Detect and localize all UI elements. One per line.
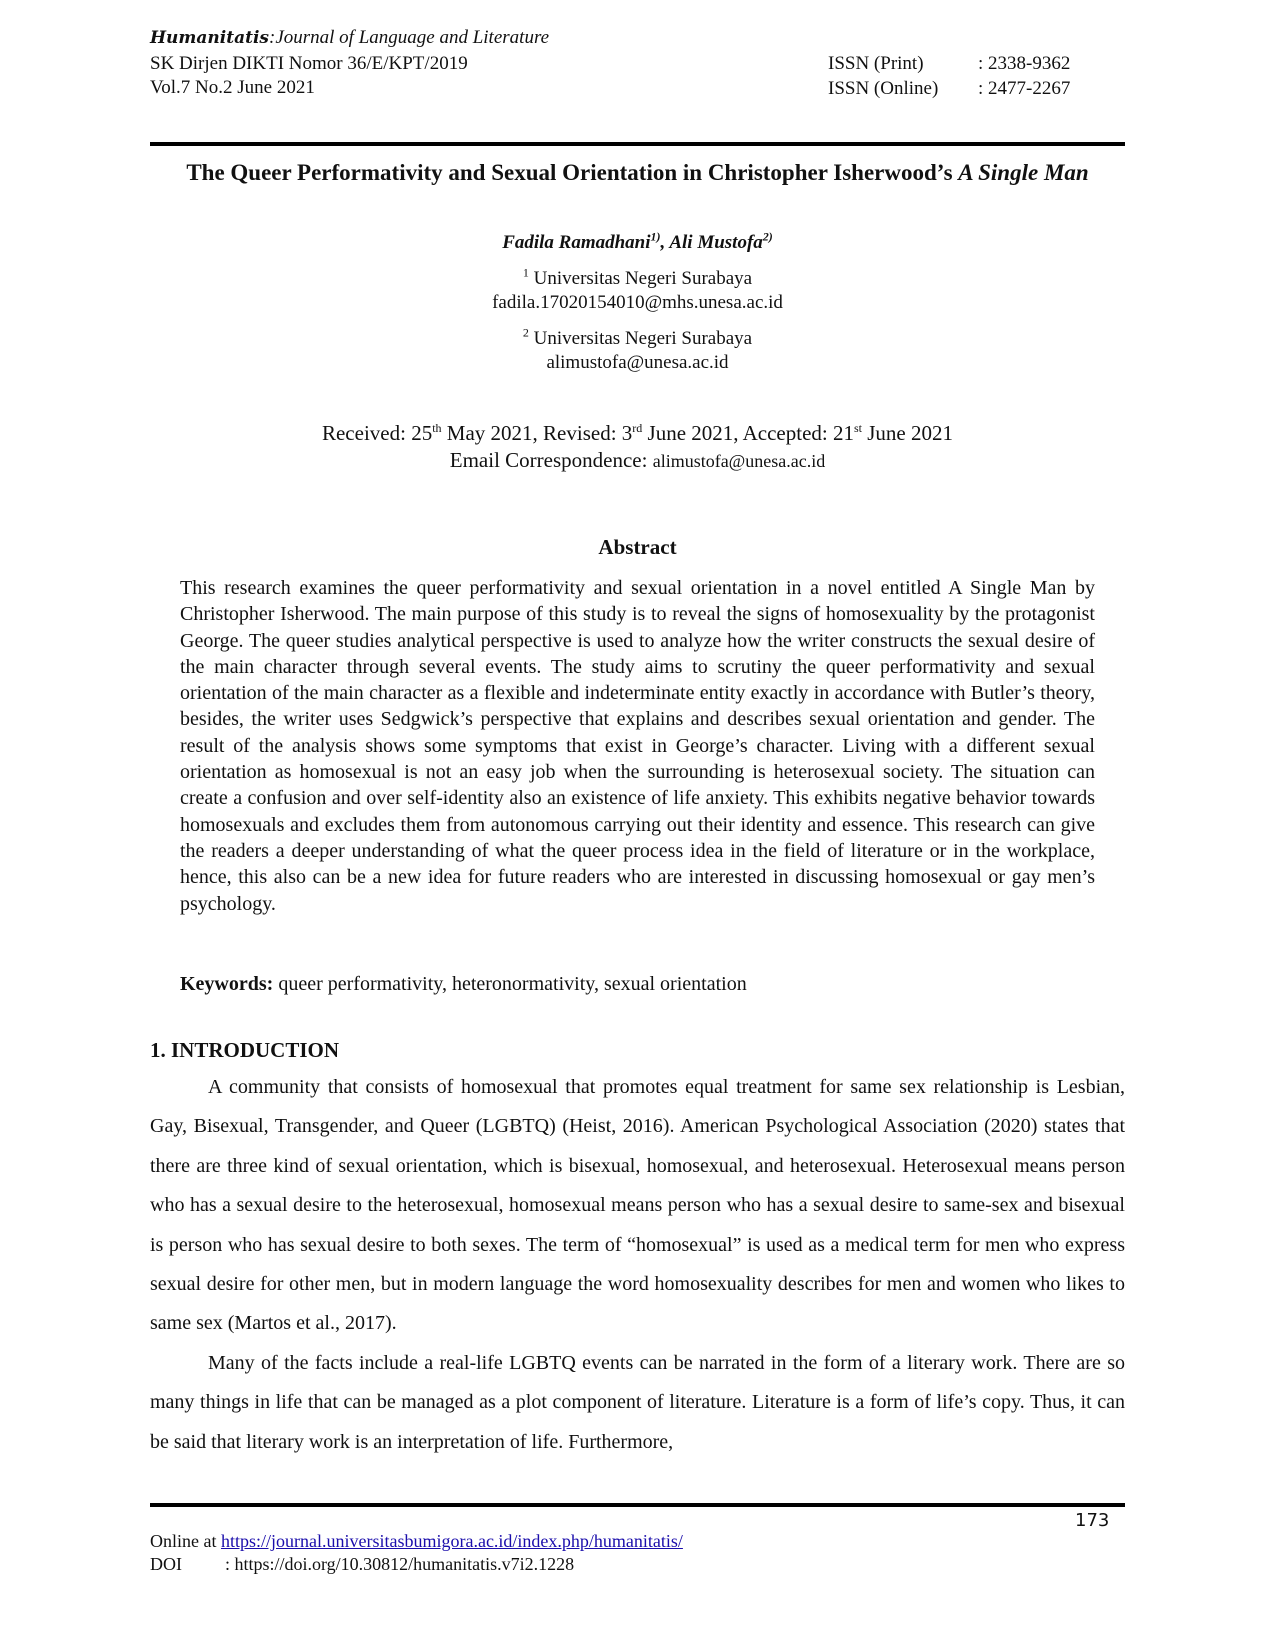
online-line (150, 1530, 683, 1553)
keywords-value: queer performativity, heteronormativity, sexual orientation (273, 973, 747, 995)
journal-url-link[interactable]: https://journal.universitasbumigora.ac.id/index.php/humanitatis/ (220, 1531, 683, 1551)
affiliation-1 (150, 267, 1125, 315)
author-separator: , (660, 232, 670, 253)
author-2: Ali Mustofa (669, 232, 763, 253)
received-label: Received: 25 (321, 421, 433, 445)
paper-title (160, 158, 1115, 187)
received-rest: May 2021, Revised: 3 (441, 421, 633, 445)
paragraph: A community that consists of homosexual that promotes equal treatment for same sex relationship is Lesbian, Gay, Bisexual, Transgender, and Queer (LGBTQ) (Heist, 2016). American Psychological Association (2020) states that there are three kind of sexual orientation, which is bisexual, homosexual, and heterosexual. Heterosexual means person who has a sexual desire to the heterosexual, homosexual means person who has a sexual desire to same-sex and bisexual is person who has sexual desire to both sexes. The term of “homosexual” is used as a medical term for men who express sexual desire for other men, but in modern language the word homosexuality describes for men and women who likes to same sex (Martos et al., 2017). (150, 1076, 1125, 1335)
authors (150, 229, 1125, 254)
keywords (180, 973, 1095, 996)
section-body (150, 1068, 1125, 1462)
accepted-rest: June 2021 (862, 421, 953, 445)
author-1: Fadila Ramadhani (502, 232, 651, 253)
affiliation-2-sup: 2 (522, 325, 529, 340)
footer-rule (150, 1503, 1125, 1507)
received-sup: th (432, 421, 442, 435)
revised-sup: rd (632, 421, 643, 435)
paragraph: Many of the facts include a real-life LGBTQ events can be narrated in the form of a literary work. There are so many things in life that can be managed as a plot component of literature. Literature is a form of life’s copy. Thus, it can be said that literary work is an interpretation of life. Furthermore, (150, 1351, 1125, 1453)
abstract-heading: Abstract (598, 535, 677, 559)
title-main: The Queer Performativity and Sexual Orientation in Christopher Isherwood’s (186, 160, 959, 185)
received-line (150, 420, 1125, 447)
author-2-sup: 2) (762, 229, 773, 244)
journal-logo: Humanitatis (150, 28, 269, 48)
issn-print-label: ISSN (Print) (828, 53, 924, 74)
affiliation-2-email: alimustofa@unesa.ac.id (546, 352, 729, 373)
accepted-sup: st (853, 421, 862, 435)
volume-line: Vol.7 No.2 June 2021 (150, 77, 315, 98)
author-1-sup: 1) (650, 229, 661, 244)
title-italic: A Single Man (958, 160, 1089, 185)
section-heading: 1. INTRODUCTION (150, 1038, 340, 1062)
revised-rest: June 2021, Accepted: 21 (642, 421, 854, 445)
online-label: Online at (150, 1531, 221, 1551)
affiliation-1-sup: 1 (522, 265, 529, 280)
issn-online-value: : 2477-2267 (978, 78, 1071, 99)
footer-block (150, 1530, 683, 1576)
email-label: Email Correspondence: (449, 448, 653, 472)
header-rule (150, 142, 1125, 146)
affiliation-2 (150, 327, 1125, 375)
affiliation-1-email: fadila.17020154010@mhs.unesa.ac.id (492, 292, 783, 313)
doi-line (150, 1553, 683, 1576)
doi-label: DOI (150, 1554, 182, 1574)
dates-block (150, 420, 1125, 475)
keywords-label: Keywords: (180, 973, 274, 995)
issn-print-value: : 2338-9362 (978, 53, 1071, 74)
abstract-text: This research examines the queer performativity and sexual orientation in a novel entitled A Single Man by Christopher Isherwood. The main purpose of this study is to reveal the signs of homosexuality by the protagonist George. The queer studies analytical perspective is used to analyze how the writer constructs the sexual desire of the main character through several events. The study aims to scrutiny the queer performativity and sexual orientation of the main character as a flexible and indeterminate entity exactly in accordance with Butler’s theory, besides, the writer uses Sedgwick’s perspective that explains and describes sexual orientation and gender. The result of the analysis shows some symptoms that exist in George’s character. Living with a different sexual orientation as homosexual is not an easy job when the surrounding is heterosexual society. The situation can create a confusion and over self-identity also an existence of life anxiety. This exhibits negative behavior towards homosexuals and excludes them from autonomous carrying out their identity and essence. This research can give the readers a deeper understanding of what the queer process idea in the field of literature or in the workplace, hence, this also can be a new idea for future readers who are interested in discussing homosexual or gay men’s psychology. (180, 577, 1095, 915)
journal-header-line (150, 26, 549, 50)
email-value: alimustofa@unesa.ac.id (652, 451, 826, 471)
email-correspondence-line (150, 447, 1125, 475)
page-number: 173 (1075, 1510, 1110, 1531)
issn-online-label: ISSN (Online) (828, 78, 939, 99)
affiliation-2-institution: Universitas Negeri Surabaya (533, 328, 753, 349)
affiliation-1-institution: Universitas Negeri Surabaya (533, 268, 753, 289)
journal-name: :Journal of Language and Literature (269, 27, 550, 48)
doi-value: : https://doi.org/10.30812/humanitatis.v7i2.1228 (225, 1554, 575, 1574)
sk-line: SK Dirjen DIKTI Nomor 36/E/KPT/2019 (150, 53, 468, 74)
